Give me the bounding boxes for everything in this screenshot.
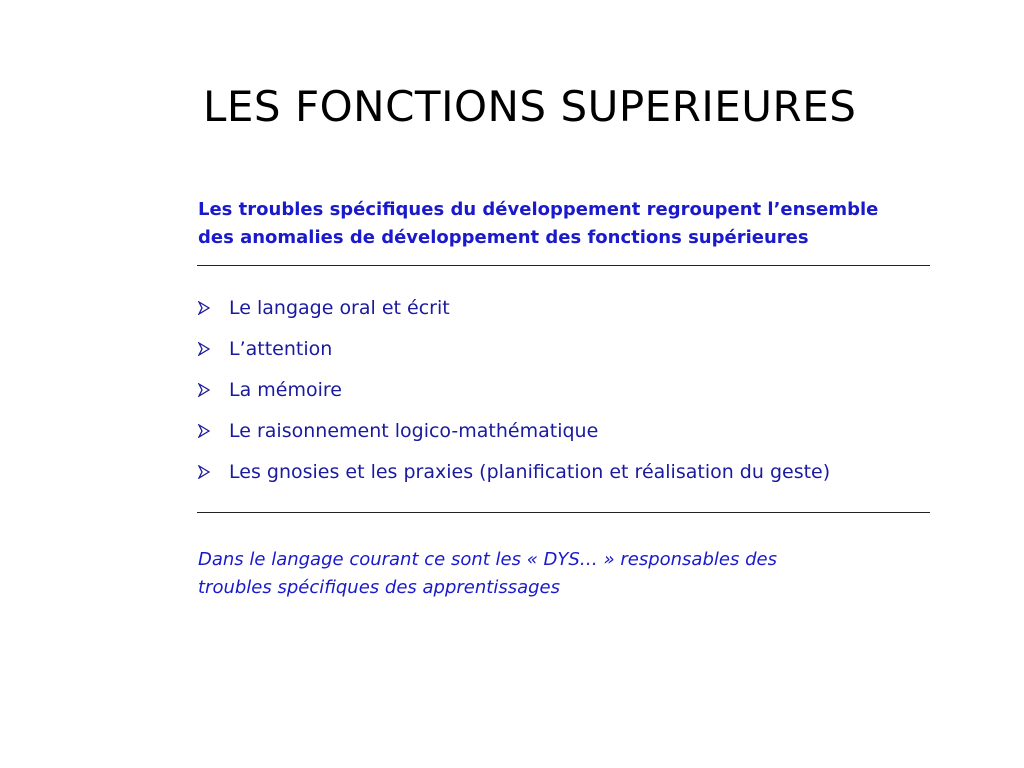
- arrowhead-bullet-icon: [198, 301, 229, 315]
- arrowhead-bullet-icon: [198, 342, 229, 356]
- bottom-divider: [197, 512, 930, 513]
- functions-list: [198, 287, 830, 492]
- outro-line-1: Dans le langage courant ce sont les « DYS… » responsables des: [198, 549, 777, 570]
- list-item-label: Le raisonnement logico-mathématique: [229, 419, 599, 442]
- slide-title: LES FONCTIONS SUPERIEURES: [203, 82, 857, 131]
- list-item-label: L’attention: [229, 337, 333, 360]
- list-item-label: La mémoire: [229, 378, 342, 401]
- list-item: [198, 369, 830, 410]
- top-divider: [197, 265, 930, 266]
- intro-line-2: des anomalies de développement des fonctions supérieures: [198, 227, 809, 248]
- list-item: [198, 287, 830, 328]
- intro-line-1: Les troubles spécifiques du développement regroupent l’ensemble: [198, 199, 879, 220]
- list-item: [198, 451, 830, 492]
- list-item: [198, 410, 830, 451]
- arrowhead-bullet-icon: [198, 383, 229, 397]
- list-item: [198, 328, 830, 369]
- outro-text: [198, 546, 918, 602]
- list-item-label: Le langage oral et écrit: [229, 296, 450, 319]
- intro-text: [198, 196, 930, 252]
- list-item-label: Les gnosies et les praxies (planification et réalisation du geste): [229, 460, 831, 483]
- outro-line-2: troubles spécifiques des apprentissages: [198, 577, 560, 598]
- arrowhead-bullet-icon: [198, 465, 229, 479]
- arrowhead-bullet-icon: [198, 424, 229, 438]
